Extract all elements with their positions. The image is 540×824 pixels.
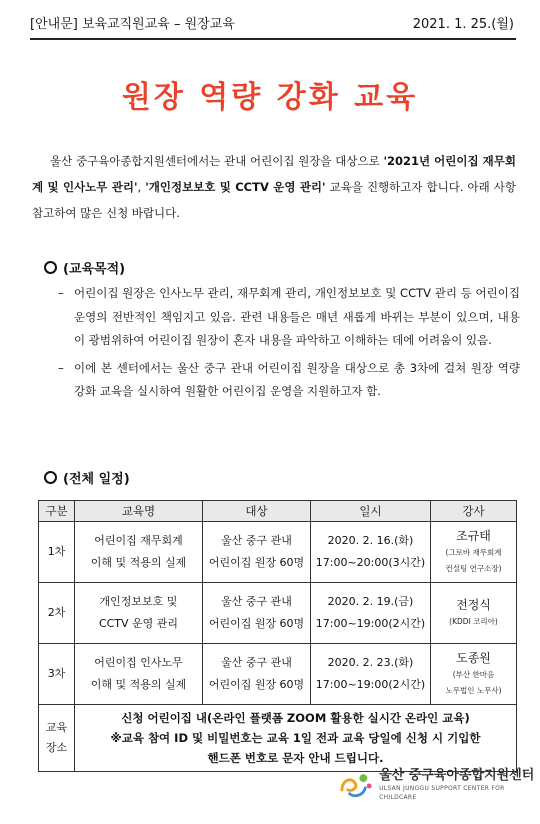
target-line: 울산 중구 관내	[221, 595, 292, 608]
schedule-heading	[44, 468, 130, 487]
col-header: 일시	[311, 501, 431, 522]
target-cell	[203, 644, 311, 705]
location-text: 신청 어린이집 내(온라인 플랫폼 ZOOM 활용한 실시간 온라인 교육)	[121, 711, 470, 725]
time-line: 17:00~20:00(3시간)	[315, 556, 426, 569]
instructor-affiliation: (부산 한마음	[452, 670, 495, 679]
document-header	[30, 10, 514, 34]
instructor-affiliation: 노무법인 노무사)	[445, 686, 502, 695]
purpose-item	[58, 282, 520, 353]
instructor-name: 조규태	[456, 529, 491, 543]
instructor-name: 도종원	[456, 651, 491, 665]
purpose-heading-text: (교육목적)	[63, 262, 126, 277]
col-header: 구분	[39, 501, 75, 522]
purpose-heading	[44, 258, 125, 277]
header-divider	[30, 38, 516, 40]
schedule-table	[38, 500, 517, 772]
org-logo-icon	[338, 770, 373, 800]
purpose-item	[58, 357, 520, 404]
purpose-item-text: 이에 본 센터에서는 울산 중구 관내 어린이집 원장을 대상으로 총 3차에 걸쳐 원장 역량 강화 교육을 실시하여 원활한 어린이집 운영을 지원하고자 함.	[74, 360, 520, 398]
round-cell: 1차	[39, 522, 75, 583]
target-line: 어린이집 원장 60명	[208, 556, 305, 569]
instructor-cell	[431, 644, 517, 705]
intro-text-2: 교육을 진행하고자 합니다. 아래 사항 참고하여 많은 신청 바랍니다.	[32, 180, 516, 220]
location-label: 장소	[45, 741, 68, 754]
course-cell	[75, 522, 203, 583]
target-line: 울산 중구 관내	[221, 534, 292, 547]
table-row	[39, 644, 517, 705]
location-label: 교육	[45, 721, 68, 734]
dash-bullet-icon: –	[58, 360, 64, 375]
intro-course-2: '개인정보보호 및 CCTV 운영 관리'	[145, 180, 326, 194]
col-header: 강사	[431, 501, 517, 522]
schedule-heading-text: (전체 일정)	[63, 472, 130, 487]
intro-separator: ,	[137, 180, 146, 194]
intro-paragraph	[32, 148, 516, 226]
page-title: 원장 역량 강화 교육	[121, 80, 419, 115]
purpose-list	[58, 282, 520, 408]
course-line: 어린이집 인사노무	[94, 656, 183, 669]
date-line: 2020. 2. 23.(화)	[327, 656, 414, 669]
org-logo	[338, 768, 540, 802]
course-line: 이해 및 적용의 실제	[90, 678, 187, 691]
dash-bullet-icon: –	[58, 286, 64, 300]
purpose-item-text: 어린이집 원장은 인사노무 관리, 재무회계 관리, 개인정보보호 및 CCTV 관리 등 어린이집 운영의 전반적인 책임지고 있음. 관련 내용들은 매년 새롭게 바뀌는 부분이 있으며, 내용이 광범위하여 어린이집 원장이 혼자 내용을 파악하고 이해하는 데에 어려움이 있음.	[74, 286, 520, 347]
col-header: 교육명	[75, 501, 203, 522]
circle-bullet-icon	[44, 471, 57, 484]
org-name: 울산 중구육아종합지원센터	[379, 768, 535, 783]
location-notice: ※교육 참여 ID 및 비밀번호는 교육 1일 전과 교육 당일에 신청 시 기입한	[110, 731, 481, 745]
location-notice: 핸드폰 번호로 문자 안내 드립니다.	[207, 751, 384, 765]
datetime-cell	[311, 522, 431, 583]
col-header: 대상	[203, 501, 311, 522]
datetime-cell	[311, 583, 431, 644]
header-date: 2021. 1. 25.(월)	[412, 16, 514, 32]
target-line: 어린이집 원장 60명	[208, 617, 305, 630]
time-line: 17:00~19:00(2시간)	[315, 678, 426, 691]
org-name-en: ULSAN JUNGGU SUPPORT CENTER FOR CHILDCARE	[379, 785, 505, 801]
date-line: 2020. 2. 16.(화)	[327, 534, 414, 547]
course-line: CCTV 운영 관리	[98, 617, 179, 630]
instructor-affiliation: (KDDI 코리아)	[449, 617, 498, 626]
intro-text-1: 울산 중구육아종합지원센터에서는 관내 어린이집 원장을 대상으로	[50, 154, 384, 168]
table-row	[39, 522, 517, 583]
round-cell: 2차	[39, 583, 75, 644]
instructor-affiliation: 컨설팅 연구소장)	[445, 564, 502, 573]
instructor-cell	[431, 583, 517, 644]
target-line: 울산 중구 관내	[221, 656, 292, 669]
time-line: 17:00~19:00(2시간)	[315, 617, 426, 630]
location-label-cell	[39, 705, 75, 772]
course-line: 개인정보보호 및	[99, 595, 178, 608]
target-line: 어린이집 원장 60명	[208, 678, 305, 691]
course-cell	[75, 583, 203, 644]
location-row	[39, 705, 517, 772]
instructor-affiliation: (그로바 재무회계	[445, 548, 502, 557]
course-cell	[75, 644, 203, 705]
header-category: [안내문] 보육교직원교육 – 원장교육	[30, 16, 235, 32]
circle-bullet-icon	[44, 261, 57, 274]
location-cell	[75, 705, 517, 772]
org-logo-text	[379, 768, 540, 802]
intro-course-1: '2021년 어린이집 재무회계 및 인사노무 관리'	[32, 154, 517, 194]
target-cell	[203, 583, 311, 644]
instructor-name: 전정식	[456, 598, 491, 612]
table-header-row	[39, 501, 517, 522]
table-row	[39, 583, 517, 644]
round-cell: 3차	[39, 644, 75, 705]
datetime-cell	[311, 644, 431, 705]
target-cell	[203, 522, 311, 583]
course-line: 어린이집 재무회계	[94, 534, 183, 547]
date-line: 2020. 2. 19.(금)	[327, 595, 414, 608]
course-line: 이해 및 적용의 실제	[90, 556, 187, 569]
instructor-cell	[431, 522, 517, 583]
